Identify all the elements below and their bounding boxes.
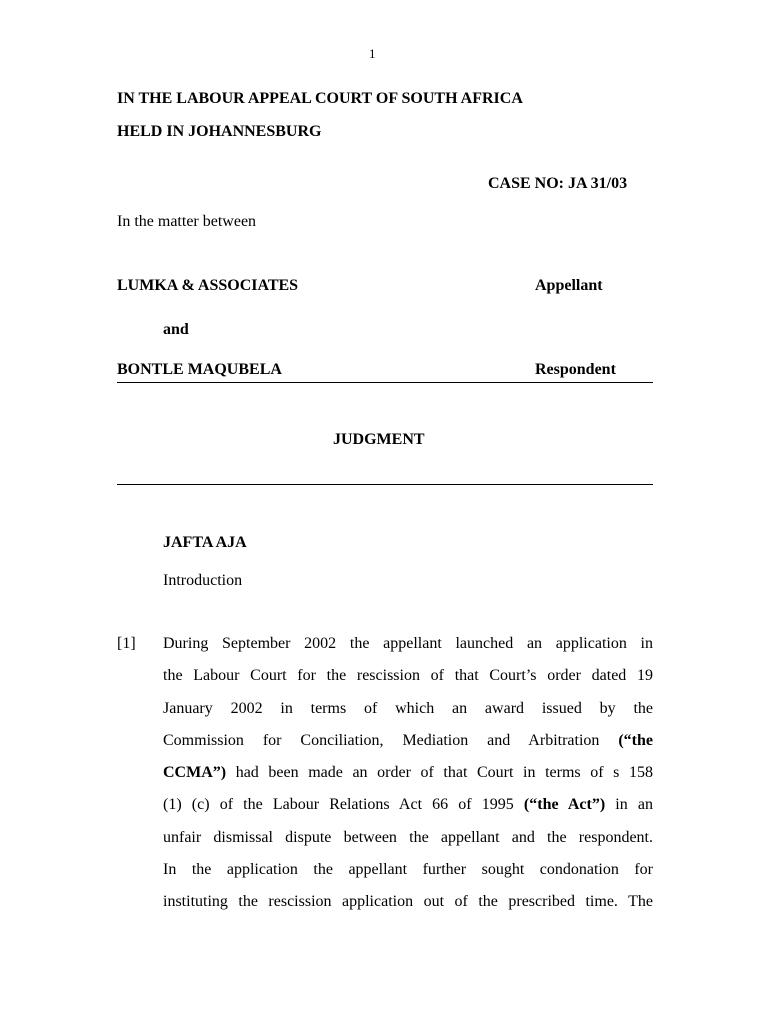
appellant-name: LUMKA & ASSOCIATES xyxy=(117,277,299,294)
paragraph-line: During September 2002 the appellant launched an application in xyxy=(163,635,653,652)
court-title: IN THE LABOUR APPEAL COURT OF SOUTH AFRICA xyxy=(117,90,523,107)
judgment-divider xyxy=(117,484,653,485)
judgment-heading: JUDGMENT xyxy=(333,431,425,448)
judge-name: JAFTA AJA xyxy=(163,534,247,551)
respondent-name: BONTLE MAQUBELA xyxy=(117,361,282,378)
paragraph-line: instituting the rescission application out of the prescribed time. The xyxy=(163,893,653,911)
parties-divider xyxy=(117,382,653,383)
paragraph-line: CCMA”) had been made an order of that Court in terms of s 158 xyxy=(163,764,653,782)
matter-between: In the matter between xyxy=(117,213,257,230)
paragraph-line: In the application the appellant further sought condonation for xyxy=(163,861,653,879)
court-location: HELD IN JOHANNESBURG xyxy=(117,123,322,140)
paragraph-line: (1) (c) of the Labour Relations Act 66 of 1995 (“the Act”) in an xyxy=(163,796,653,814)
paragraph-number: [1] xyxy=(117,635,136,652)
paragraph-line: the Labour Court for the rescission of that Court’s order dated 19 xyxy=(163,667,653,685)
parties-conjunction: and xyxy=(163,321,189,338)
paragraph-line: unfair dismissal dispute between the appellant and the respondent. xyxy=(163,828,653,846)
respondent-role: Respondent xyxy=(535,361,616,378)
section-heading: Introduction xyxy=(163,572,243,589)
case-number: CASE NO: JA 31/03 xyxy=(488,175,628,192)
paragraph-line: Commission for Conciliation, Mediation and Arbitration (“the xyxy=(163,731,653,749)
page-number: 1 xyxy=(369,46,376,61)
paragraph-line: January 2002 in terms of which an award issued by the xyxy=(163,699,653,717)
paragraph-body xyxy=(163,628,653,919)
appellant-role: Appellant xyxy=(535,277,603,294)
